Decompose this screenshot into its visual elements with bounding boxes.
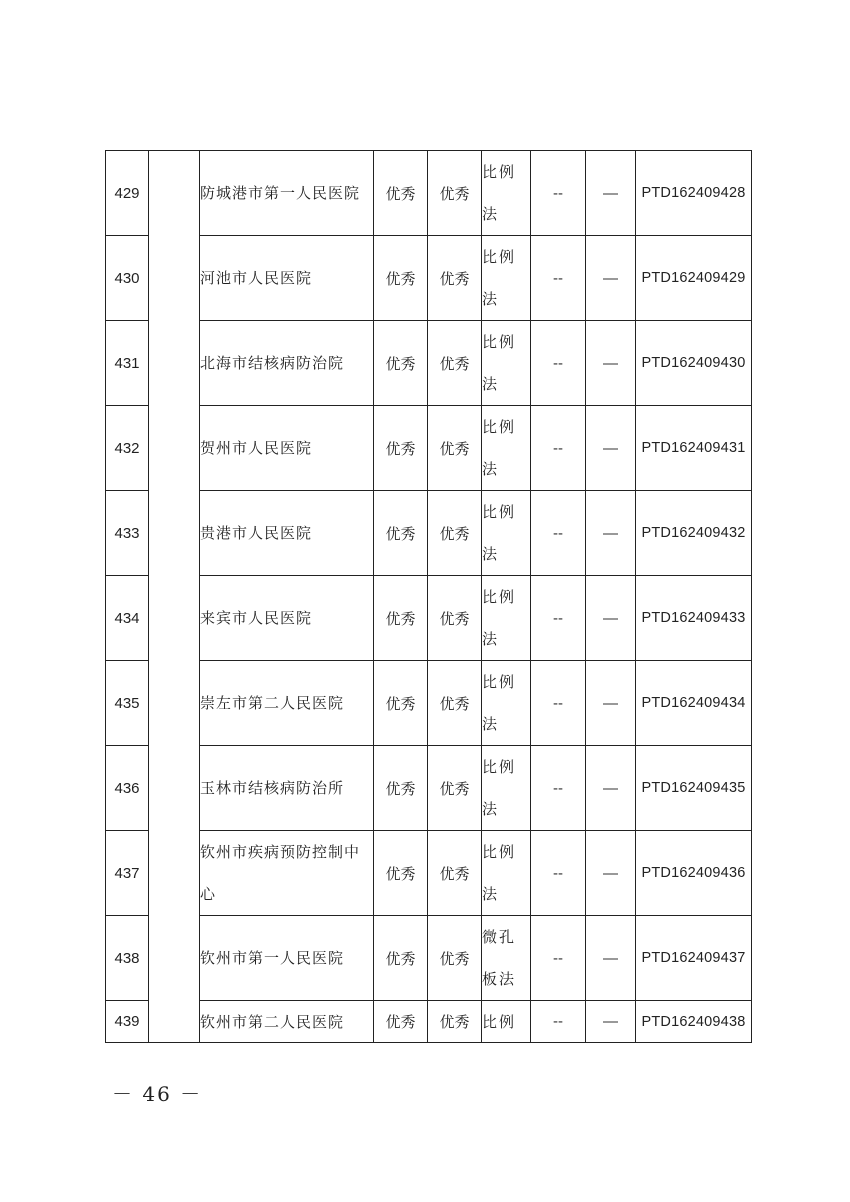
- empty-value-cell: --: [531, 406, 586, 491]
- test-method-cell: 比例法: [482, 831, 531, 916]
- result-grade-cell: 优秀: [428, 406, 482, 491]
- empty-value-cell: —: [586, 491, 636, 576]
- certificate-code-cell: PTD162409432: [636, 491, 752, 576]
- institution-name-cell: 钦州市疾病预防控制中心: [200, 831, 374, 916]
- empty-value-cell: --: [531, 491, 586, 576]
- result-grade-cell: 优秀: [428, 151, 482, 236]
- row-number-cell: 433: [106, 491, 149, 576]
- row-number-cell: 435: [106, 661, 149, 746]
- empty-value-cell: —: [586, 1001, 636, 1043]
- empty-value-cell: —: [586, 406, 636, 491]
- empty-value-cell: --: [531, 321, 586, 406]
- table-row: [106, 406, 752, 491]
- certificate-code-cell: PTD162409435: [636, 746, 752, 831]
- empty-value-cell: --: [531, 576, 586, 661]
- result-grade-cell: 优秀: [428, 831, 482, 916]
- result-grade-cell: 优秀: [374, 151, 428, 236]
- institution-name-cell: 北海市结核病防治院: [200, 321, 374, 406]
- row-number-cell: 438: [106, 916, 149, 1001]
- result-grade-cell: 优秀: [374, 236, 428, 321]
- institution-name-cell: 玉林市结核病防治所: [200, 746, 374, 831]
- result-grade-cell: 优秀: [428, 661, 482, 746]
- empty-value-cell: --: [531, 746, 586, 831]
- table-row: [106, 576, 752, 661]
- test-method-cell: 比例法: [482, 151, 531, 236]
- table-row: [106, 321, 752, 406]
- merged-region-cell: [149, 151, 200, 1043]
- empty-value-cell: —: [586, 661, 636, 746]
- result-grade-cell: 优秀: [374, 491, 428, 576]
- certificate-code-cell: PTD162409438: [636, 1001, 752, 1043]
- row-number-cell: 432: [106, 406, 149, 491]
- institution-name-cell: 来宾市人民医院: [200, 576, 374, 661]
- result-grade-cell: 优秀: [374, 746, 428, 831]
- empty-value-cell: —: [586, 746, 636, 831]
- result-grade-cell: 优秀: [428, 236, 482, 321]
- certificate-code-cell: PTD162409431: [636, 406, 752, 491]
- certificate-code-cell: PTD162409434: [636, 661, 752, 746]
- test-method-cell: 比例法: [482, 321, 531, 406]
- result-grade-cell: 优秀: [428, 491, 482, 576]
- result-grade-cell: 优秀: [374, 576, 428, 661]
- table-row: [106, 151, 752, 236]
- test-method-cell: 微孔板法: [482, 916, 531, 1001]
- result-grade-cell: 优秀: [374, 321, 428, 406]
- empty-value-cell: --: [531, 1001, 586, 1043]
- result-grade-cell: 优秀: [374, 1001, 428, 1043]
- table-body: [106, 151, 752, 1043]
- empty-value-cell: —: [586, 576, 636, 661]
- result-grade-cell: 优秀: [374, 916, 428, 1001]
- result-grade-cell: 优秀: [428, 1001, 482, 1043]
- result-grade-cell: 优秀: [374, 406, 428, 491]
- row-number-cell: 434: [106, 576, 149, 661]
- table-row: [106, 236, 752, 321]
- results-table: [105, 150, 752, 1043]
- empty-value-cell: —: [586, 321, 636, 406]
- row-number-cell: 436: [106, 746, 149, 831]
- result-grade-cell: 优秀: [374, 831, 428, 916]
- result-grade-cell: 优秀: [428, 321, 482, 406]
- empty-value-cell: --: [531, 151, 586, 236]
- institution-name-cell: 贵港市人民医院: [200, 491, 374, 576]
- certificate-code-cell: PTD162409437: [636, 916, 752, 1001]
- certificate-code-cell: PTD162409433: [636, 576, 752, 661]
- institution-name-cell: 钦州市第一人民医院: [200, 916, 374, 1001]
- row-number-cell: 429: [106, 151, 149, 236]
- empty-value-cell: —: [586, 151, 636, 236]
- test-method-cell: 比例法: [482, 746, 531, 831]
- empty-value-cell: --: [531, 916, 586, 1001]
- empty-value-cell: --: [531, 236, 586, 321]
- empty-value-cell: —: [586, 916, 636, 1001]
- result-grade-cell: 优秀: [428, 916, 482, 1001]
- page-number: － 46 －: [112, 1082, 203, 1106]
- empty-value-cell: —: [586, 831, 636, 916]
- certificate-code-cell: PTD162409436: [636, 831, 752, 916]
- institution-name-cell: 崇左市第二人民医院: [200, 661, 374, 746]
- row-number-cell: 439: [106, 1001, 149, 1043]
- test-method-cell: 比例法: [482, 236, 531, 321]
- certificate-code-cell: PTD162409429: [636, 236, 752, 321]
- table-row: [106, 916, 752, 1001]
- certificate-code-cell: PTD162409430: [636, 321, 752, 406]
- table-row: [106, 831, 752, 916]
- row-number-cell: 437: [106, 831, 149, 916]
- empty-value-cell: —: [586, 236, 636, 321]
- result-grade-cell: 优秀: [374, 661, 428, 746]
- test-method-cell: 比例法: [482, 661, 531, 746]
- table-row: [106, 661, 752, 746]
- test-method-cell: 比例法: [482, 406, 531, 491]
- institution-name-cell: 河池市人民医院: [200, 236, 374, 321]
- institution-name-cell: 钦州市第二人民医院: [200, 1001, 374, 1043]
- institution-name-cell: 贺州市人民医院: [200, 406, 374, 491]
- result-grade-cell: 优秀: [428, 746, 482, 831]
- institution-name-cell: 防城港市第一人民医院: [200, 151, 374, 236]
- table-row: [106, 1001, 752, 1043]
- test-method-cell: 比例: [482, 1001, 531, 1043]
- row-number-cell: 431: [106, 321, 149, 406]
- test-method-cell: 比例法: [482, 576, 531, 661]
- table-row: [106, 746, 752, 831]
- table-row: [106, 491, 752, 576]
- empty-value-cell: --: [531, 831, 586, 916]
- empty-value-cell: --: [531, 661, 586, 746]
- result-grade-cell: 优秀: [428, 576, 482, 661]
- certificate-code-cell: PTD162409428: [636, 151, 752, 236]
- row-number-cell: 430: [106, 236, 149, 321]
- test-method-cell: 比例法: [482, 491, 531, 576]
